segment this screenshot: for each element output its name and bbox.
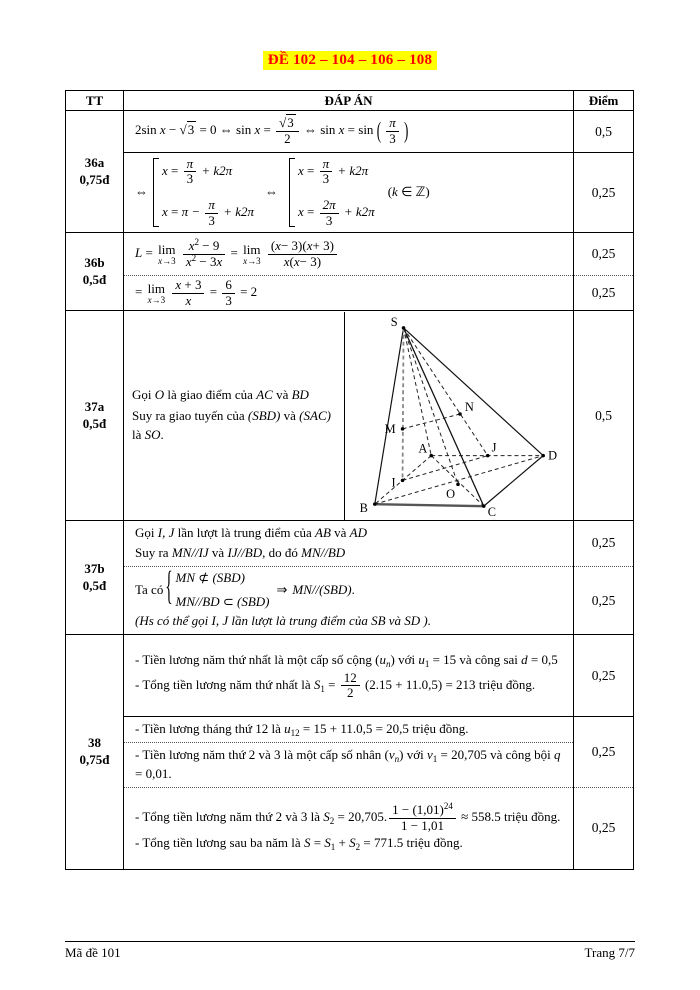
fraction — [172, 278, 204, 308]
formula-36b-step1 — [124, 233, 574, 276]
row-36a-step1 — [66, 111, 634, 153]
fraction-numerator: √3 — [276, 116, 299, 132]
math-token: ⇔ — [135, 184, 148, 200]
fraction — [320, 198, 339, 228]
score-cell: 0,5 — [574, 111, 634, 153]
curly-case-group — [165, 566, 270, 612]
math-token: (SBD) — [212, 569, 245, 585]
vertex-label-s: S — [390, 314, 398, 329]
text-run: và — [272, 387, 292, 403]
score-cell: 0,25 — [574, 787, 634, 869]
limit-operator — [148, 282, 166, 305]
fraction — [268, 239, 337, 269]
math-token: = 20,705. — [337, 809, 388, 825]
text-run: , do đó — [262, 544, 302, 560]
math-token: ( — [387, 184, 393, 200]
text-run: là — [132, 427, 145, 443]
score-cell: 0,25 — [574, 635, 634, 717]
row-label-37b — [66, 521, 124, 635]
score-cell: 0,5 — [574, 311, 634, 521]
row-37b-step2 — [66, 566, 634, 635]
math-token: − 9 — [202, 237, 220, 253]
math-token: = — [230, 244, 238, 260]
math-token: n — [385, 658, 391, 669]
math-token: x — [216, 253, 223, 269]
math-token: = — [307, 204, 315, 220]
score-cell: 0,25 — [574, 521, 634, 567]
text-run: với — [394, 651, 419, 667]
vertex-label-d: D — [548, 448, 558, 463]
text-run: với — [403, 747, 427, 763]
math-token: ( — [375, 651, 380, 667]
math-token: →3 — [151, 294, 166, 305]
footer-page-number: Trang 7/7 — [584, 945, 635, 960]
fraction — [184, 157, 197, 187]
answer-37a — [124, 311, 574, 521]
math-token: (2.15 + 11.0,5) = 213 — [364, 676, 476, 692]
row-37a — [66, 311, 634, 521]
math-token: MN — [175, 569, 196, 585]
math-token: MN//(SBD) — [292, 581, 352, 597]
math-token: lim — [147, 280, 166, 296]
math-token: MN//BD — [175, 593, 220, 609]
math-token: x — [275, 237, 281, 253]
text-run: - Tổng tiền lương sau ba năm là — [135, 835, 304, 851]
fraction — [320, 157, 333, 187]
col-header-score: Điểm — [574, 91, 634, 111]
fraction-numerator: 6 — [222, 278, 235, 294]
math-token: = 771.5 — [363, 835, 404, 851]
math-token: 2sin — [135, 122, 157, 138]
math-token: 2 — [329, 816, 335, 827]
math-token: = — [135, 284, 143, 300]
answer-37b-step2 — [124, 566, 574, 635]
math-token: + 3) — [312, 237, 334, 253]
vertex-label-i: I — [391, 474, 396, 489]
fraction-numerator: π — [205, 198, 218, 214]
fraction-denominator: 3 — [186, 171, 194, 187]
question-number: 38 — [88, 735, 101, 751]
sqrt-expression: √3 — [179, 122, 195, 138]
fraction — [205, 198, 218, 228]
math-token: − — [168, 122, 177, 138]
math-token: 3 — [287, 115, 294, 131]
text-run: và công sai — [456, 651, 522, 667]
big-paren-close: ) — [404, 116, 409, 144]
limit-operator — [158, 243, 176, 266]
math-token: S — [323, 809, 330, 825]
row-38-step2a — [66, 717, 634, 743]
math-token: = — [313, 835, 322, 851]
math-token: q — [554, 747, 561, 763]
text-run: Gọi — [132, 387, 155, 403]
math-token: x — [283, 253, 290, 269]
math-token: u — [284, 721, 291, 737]
pyramid-svg — [345, 312, 573, 520]
vertex-label-c: C — [487, 504, 496, 519]
math-token: + 3 — [184, 277, 202, 292]
math-token: x — [185, 253, 192, 269]
curly-brace: { — [165, 566, 173, 610]
row-38-step1 — [66, 635, 634, 717]
score-cell: 0,25 — [574, 717, 634, 788]
math-token: x — [188, 237, 195, 253]
math-token: = 0,5 — [530, 651, 558, 667]
math-token: ∈ ℤ) — [401, 184, 430, 200]
math-token: v — [427, 747, 433, 763]
vertex-label-j: J — [491, 440, 497, 455]
math-token: − 3)( — [280, 237, 307, 253]
math-token: IJ//BD — [227, 544, 263, 560]
math-token: AC — [256, 387, 273, 403]
math-token: 1 — [320, 683, 325, 694]
col-header-answer: ĐÁP ÁN — [124, 91, 574, 111]
math-token: ( — [270, 237, 276, 253]
math-token: 2 — [191, 252, 197, 263]
fraction — [222, 278, 235, 308]
math-token: = — [328, 676, 336, 692]
text-run: - Tiền lương năm thứ nhất là một cấp số cộng — [135, 651, 376, 667]
text-run: - Tiền lương tháng thứ 12 là — [135, 721, 285, 737]
math-token: v — [388, 747, 395, 763]
fraction-denominator: 3 — [208, 212, 215, 228]
math-token: 3 — [187, 122, 195, 138]
score-cell: 0,25 — [574, 276, 634, 311]
math-token: ⇒ — [276, 581, 288, 597]
answer-38-step2a — [124, 717, 574, 743]
math-token: n — [394, 754, 400, 765]
text-run: . — [160, 427, 164, 443]
math-token: ≈ 558.5 triệu đồng. — [461, 809, 561, 825]
math-token: x — [254, 122, 261, 138]
math-token: x — [306, 237, 313, 253]
math-token: = — [145, 244, 153, 260]
row-38-step3 — [66, 787, 634, 869]
text-run: . — [168, 766, 172, 781]
row-label-36a — [66, 111, 124, 233]
math-token: = — [209, 284, 218, 300]
text-run: và — [208, 544, 228, 560]
math-token: = — [263, 122, 271, 138]
math-token: x — [338, 122, 345, 138]
pyramid-figure — [345, 312, 573, 520]
text-run: - Tổng tiền lương năm thứ 2 và 3 là — [135, 809, 324, 825]
fraction-denominator: 3 — [225, 292, 232, 308]
text-run: triệu đồng. — [403, 835, 463, 851]
fraction-denominator: x — [185, 292, 192, 308]
answer-table — [65, 90, 634, 870]
score-cell: 0,25 — [574, 233, 634, 276]
math-token: + k2π — [223, 204, 254, 220]
math-token: = 15 + 11.0,5 = 20,5 — [302, 721, 409, 737]
math-token: ) — [399, 747, 404, 763]
math-token: x — [175, 277, 182, 292]
math-token: BD — [291, 387, 309, 403]
case-bracket — [289, 157, 375, 228]
math-token: = — [307, 162, 315, 178]
fraction-denominator: 3 — [389, 131, 396, 146]
text-run: . — [351, 581, 355, 597]
math-token: →3 — [247, 255, 261, 266]
text-run: triệu đồng. — [475, 676, 536, 692]
math-token: − 3 — [199, 253, 217, 269]
case-bracket — [153, 157, 254, 228]
math-token: x — [162, 162, 168, 178]
fraction — [389, 803, 456, 833]
row-36b-step2 — [66, 276, 634, 311]
math-token: 2 — [355, 842, 361, 853]
math-token: (SBD) — [237, 593, 270, 609]
math-token: MN//IJ — [171, 544, 209, 560]
math-token: x — [293, 253, 300, 269]
formula-36a-step1 — [124, 111, 574, 153]
row-label-36b — [66, 233, 124, 311]
math-token: S — [313, 676, 321, 692]
fraction — [341, 671, 360, 701]
question-number: 36b — [84, 254, 105, 270]
math-token: 1 − (1,01) — [392, 802, 444, 818]
formula-36a-step2 — [124, 153, 574, 233]
fraction-denominator: 2 — [284, 131, 291, 146]
fraction-numerator: π — [386, 116, 399, 132]
text-run: Gọi — [135, 525, 158, 541]
math-token: d — [521, 651, 528, 667]
math-token: L — [135, 244, 143, 260]
math-token: 12 — [290, 728, 300, 739]
math-token: O — [154, 387, 165, 403]
fraction-numerator: 12 — [341, 671, 360, 687]
math-token: 1 — [432, 754, 438, 765]
fraction-numerator: π — [320, 157, 333, 173]
text-run: Suy ra — [135, 544, 172, 560]
fraction — [183, 236, 225, 269]
question-points: 0,5đ — [82, 415, 107, 431]
math-token: AB — [315, 525, 331, 541]
col-header-tt: TT — [66, 91, 124, 111]
math-token: x — [159, 122, 166, 138]
fraction — [386, 116, 399, 146]
math-token: x — [243, 255, 248, 266]
math-token: = 2 — [240, 284, 258, 300]
math-token: π − — [181, 204, 201, 220]
question-number: 37b — [84, 560, 105, 576]
limit-operator — [243, 243, 261, 266]
math-token: = 0,01 — [135, 766, 169, 781]
math-token: ⊂ — [219, 593, 237, 609]
row-37b-step1 — [66, 521, 634, 567]
fraction-denominator: 2 — [346, 685, 354, 701]
formula-36b-step2 — [124, 276, 574, 311]
math-token: 24 — [443, 801, 453, 812]
math-token: = sin — [347, 122, 374, 138]
math-token: ( — [384, 747, 389, 763]
math-token: = 15 — [432, 651, 457, 667]
fraction-denominator: 3 — [325, 212, 333, 228]
math-token: ) — [390, 651, 395, 667]
math-token: lim — [158, 241, 176, 257]
math-token: + k2π — [337, 162, 369, 178]
answer-37a-text — [124, 312, 345, 520]
row-38-step2b — [66, 743, 634, 788]
title-row — [0, 51, 700, 70]
answer-38-step2b — [124, 743, 574, 788]
math-token: = — [171, 204, 179, 220]
question-points: 0,5đ — [82, 577, 107, 593]
row-label-37a — [66, 311, 124, 521]
math-token: 2 — [194, 236, 199, 247]
math-token: = — [171, 162, 179, 178]
math-token: k — [392, 184, 398, 200]
table-header-row — [66, 91, 634, 111]
math-token: = 20,705 — [440, 747, 487, 763]
question-points: 0,75đ — [79, 171, 110, 187]
text-run: Ta có — [135, 581, 164, 597]
question-points: 0,5đ — [82, 271, 107, 287]
text-run: Suy ra giao tuyến của — [132, 408, 248, 424]
math-token: (SAC) — [299, 408, 331, 424]
vertex-label-a: A — [418, 441, 428, 456]
fraction-numerator: 2π — [320, 198, 339, 214]
answer-38-step1 — [124, 635, 574, 717]
page-footer — [65, 941, 635, 961]
fraction-numerator: π — [184, 157, 197, 173]
text-run: triệu đồng. — [408, 721, 469, 737]
math-token: + k2π — [201, 162, 233, 178]
vertex-label-n: N — [464, 399, 474, 414]
footer-exam-code: Mã đề 101 — [65, 945, 121, 960]
math-token: (SBD) — [247, 408, 281, 424]
math-token: MN//BD — [301, 544, 346, 560]
math-token: AD — [349, 525, 368, 541]
question-number: 37a — [84, 398, 105, 414]
text-run: - Tiền lương năm thứ 2 và 3 là một cấp số nhân — [135, 747, 385, 763]
answer-37b-step1 — [124, 521, 574, 567]
text-run: và — [280, 408, 300, 424]
text-run: là giao điểm của — [164, 387, 257, 403]
math-token: S — [303, 835, 311, 851]
question-number: 36a — [84, 154, 105, 170]
math-token: ⊄ — [195, 569, 213, 585]
math-token: 1 — [424, 658, 430, 669]
math-token: →3 — [162, 255, 176, 266]
page-title: ĐỀ 102 – 104 – 106 – 108 — [263, 51, 437, 70]
fraction-denominator: 3 — [322, 171, 330, 187]
text-run: và công bội — [486, 747, 555, 763]
text-run: và — [330, 525, 350, 541]
math-token: x — [162, 204, 168, 220]
math-token: ( — [289, 253, 294, 269]
math-token: SO — [144, 427, 161, 443]
math-token: S — [324, 835, 331, 851]
note-line: (Hs có thể gọi I, J lần lượt là trung điểm của SB và SD ). — [135, 613, 432, 629]
math-token: x — [147, 294, 152, 305]
math-token: + k2π — [343, 204, 375, 220]
math-token: − 3) — [299, 253, 322, 269]
math-token: u — [418, 651, 425, 667]
vertex-label-o: O — [446, 486, 456, 501]
big-paren-open: ( — [376, 116, 382, 144]
math-token — [388, 183, 430, 202]
fraction — [276, 116, 299, 146]
text-run: - Tổng tiền lương năm thứ nhất là — [135, 676, 314, 692]
answer-38-step3 — [124, 787, 574, 869]
vertex-label-m: M — [384, 421, 396, 436]
math-token: x — [298, 204, 304, 220]
math-token: ⇔ — [265, 184, 278, 200]
row-36b-step1 — [66, 233, 634, 276]
math-token: 1 — [330, 842, 336, 853]
math-token: S — [349, 835, 356, 851]
score-cell: 0,25 — [574, 153, 634, 233]
math-token: x — [298, 162, 304, 178]
math-token: lim — [243, 241, 261, 257]
question-points: 0,75đ — [79, 752, 110, 768]
fraction-denominator: 1 − 1,01 — [400, 817, 445, 833]
math-token: u — [379, 651, 386, 667]
vertex-label-b: B — [359, 500, 368, 515]
math-token: x — [158, 255, 163, 266]
row-36a-step2 — [66, 153, 634, 233]
math-token: ⇔ sin — [303, 122, 336, 138]
row-label-38 — [66, 635, 124, 870]
score-cell: 0,25 — [574, 566, 634, 635]
text-run: lần lượt là trung điểm của — [174, 525, 315, 541]
math-token: + — [338, 835, 346, 851]
math-token: I, J — [157, 525, 175, 541]
math-token: = 0 ⇔ sin — [199, 122, 252, 138]
